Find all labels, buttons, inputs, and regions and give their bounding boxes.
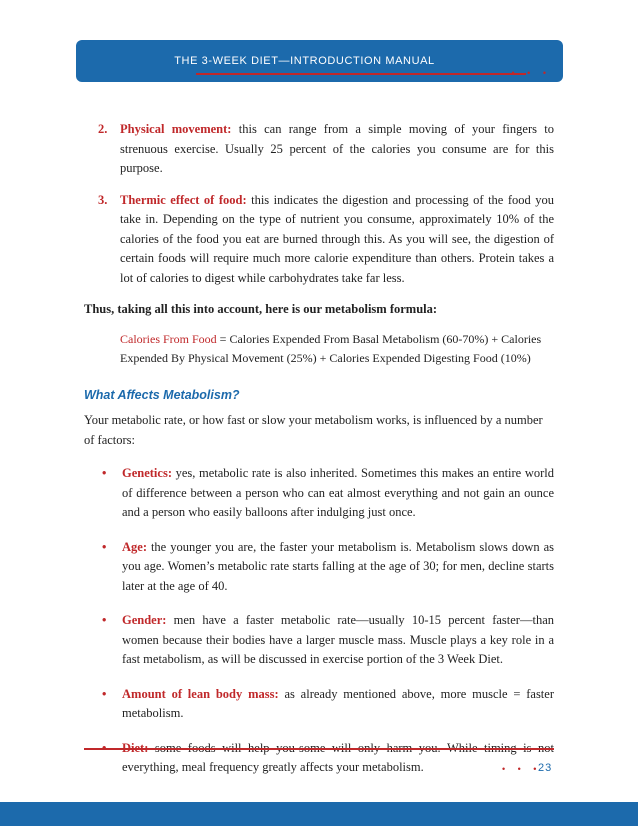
bottom-band [0,802,638,826]
bullet-text: as already mentioned above, more muscle = faster metabolism. [122,686,554,720]
bullet-text: men have a faster metabolic rate—usually 10-15 percent faster—than women because their bodies have a larger muscle mass. Muscle plays a key role in a fast metabolism, as will be discussed in exercise portion of the 3 Week Diet. [122,613,554,666]
item-number: 3. [98,192,108,207]
footer-rule [84,748,554,750]
formula-intro: Thus, taking all this into account, here is our metabolism formula: [84,302,438,316]
section-intro: Your metabolic rate, or how fast or slow your metabolism works, is influenced by a number of factors: [84,413,543,447]
page-number: 23 [538,762,553,774]
numbered-item [84,191,554,289]
formula-text: = Calories Expended From Basal Metabolism (60-70%) + Calories Expended By Physical Movement (25%) + Calories Expended Digesting Food (10%) [120,331,542,365]
bullet-text: everything, meal frequency greatly affects your metabolism. [122,760,424,774]
numbered-item [84,120,554,179]
footer-dots: • • • [502,764,542,774]
bullet-icon: • [102,613,107,627]
bullet-item [84,538,554,597]
header-dots: • • • [511,68,551,78]
bullet-term: Amount of lean body mass: [122,686,279,701]
item-text: this can range from a simple moving of your fingers to strenuous exercise. Usually 25 percent of the calories you consume are for this purpose. [120,122,554,175]
bullet-icon: • [102,539,107,554]
bullet-item [84,685,554,724]
bullet-text: yes, metabolic rate is also inherited. Sometimes this makes an entire world of difference between a person who can eat almost everything and not gain an ounce and a person who easily balloons after indulging just once. [122,466,554,519]
metabolism-formula [120,330,554,368]
item-number: 2. [98,122,108,136]
bullet-icon [102,739,122,778]
bullet-item [84,739,554,778]
bullet-item [84,611,554,670]
item-text: this indicates the digestion and processing of the food you take in. Depending on the type of nutrient you consume, approximately 10% of the calories of the food you eat are burned through this. As you will see, the digestion of certain foods will require much more calorie expenditure than others. Protein takes a lot of calories to digest while carbohydrates take far less. [120,192,554,285]
bullet-text: the younger you are, the faster your metabolism is. Metabolism slows down as you age. Women’s metabolic rate starts falling at the age of 30; for men, decline starts later at the age of 40. [122,539,554,593]
header-underline [196,73,526,75]
page-content [84,120,554,793]
bullet-term: Genetics: [122,466,172,480]
formula-term: Calories From Food [120,331,217,346]
item-term: Physical movement: [120,122,232,136]
bullet-term: Age: [122,539,147,554]
header-bar [76,40,563,82]
bullet-item [84,464,554,523]
section-heading: What Affects Metabolism? [84,387,240,402]
page-header-title: THE 3-WEEK DIET—INTRODUCTION MANUAL [174,55,435,67]
bullet-icon: • [102,686,107,701]
item-term: Thermic effect of food: [120,192,247,207]
bullet-term: Gender: [122,613,167,627]
bullet-icon: • [102,466,107,480]
